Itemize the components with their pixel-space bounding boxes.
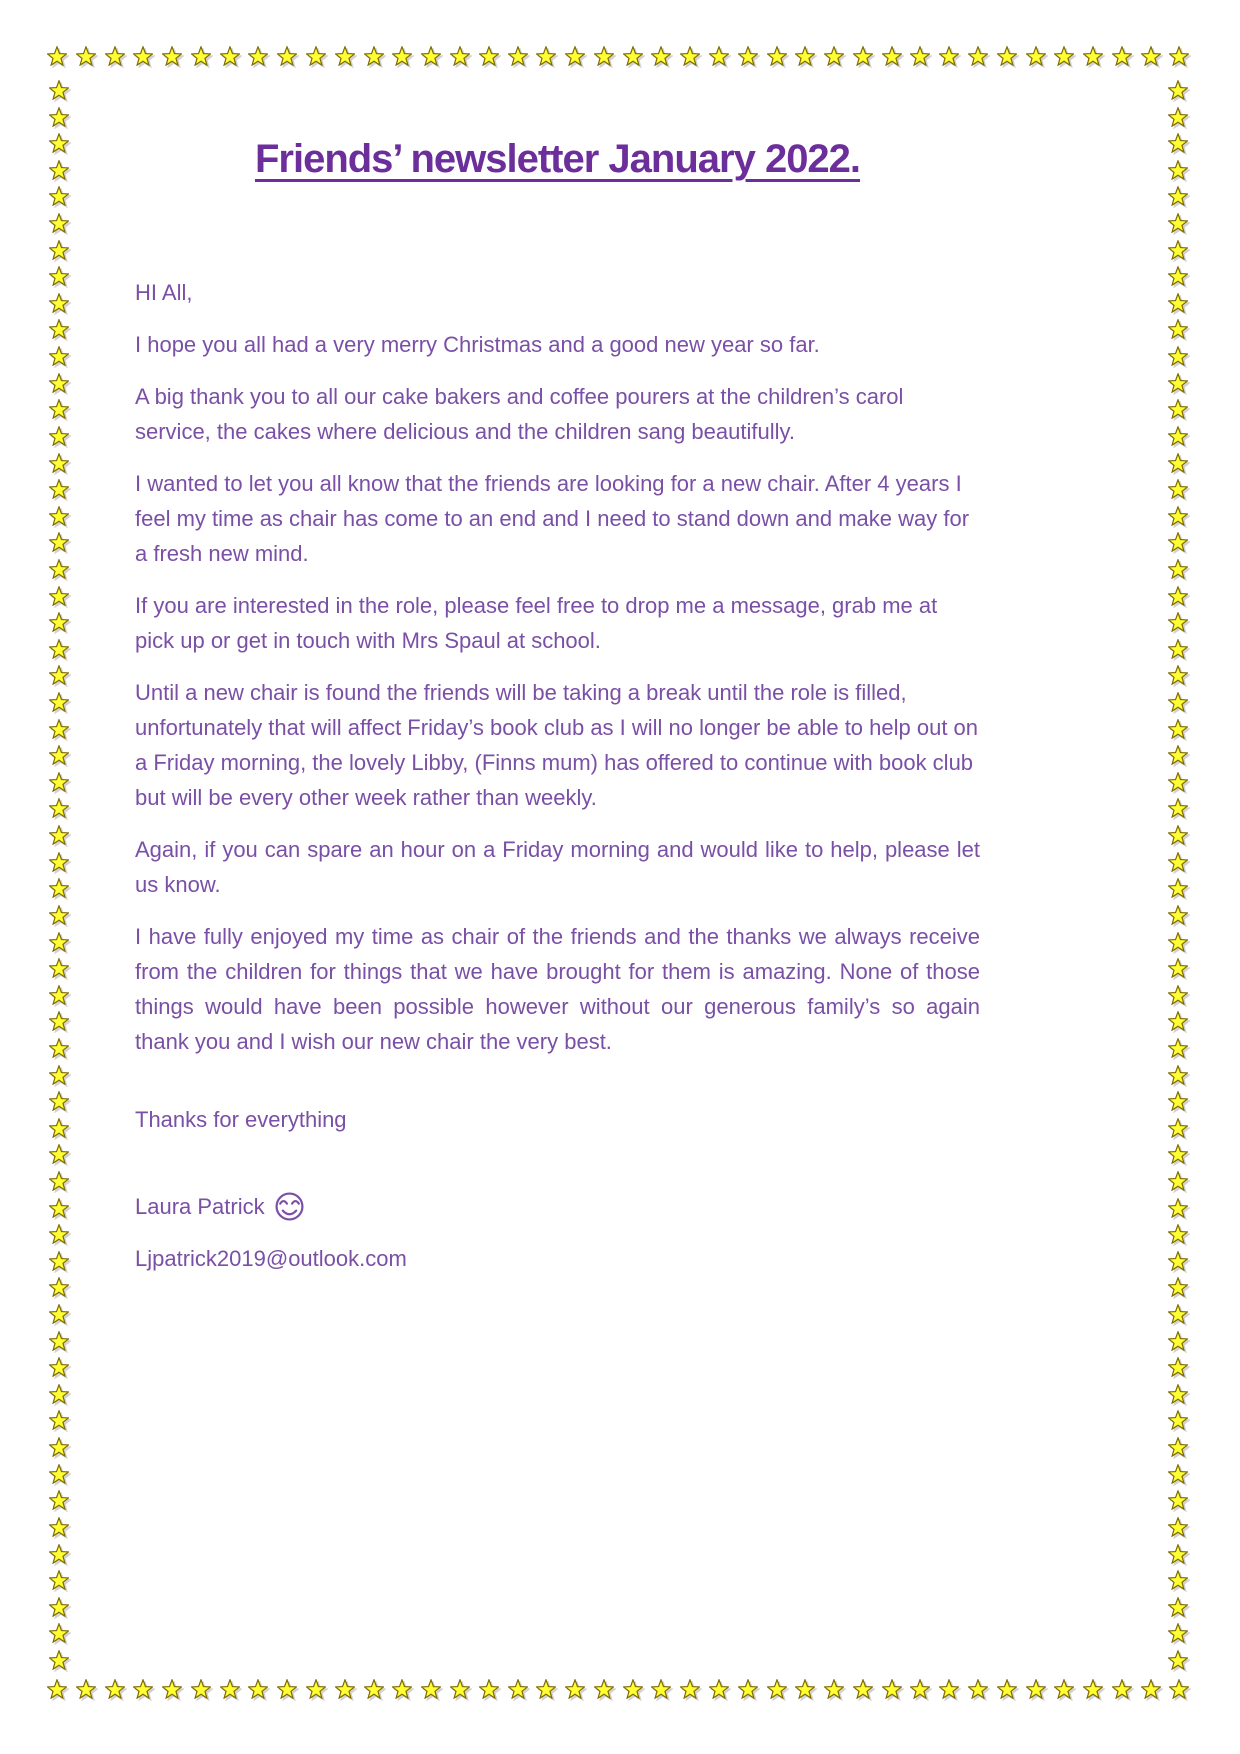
star-icon <box>49 1118 69 1138</box>
newsletter-content <box>135 0 980 1276</box>
star-icon <box>1168 1357 1188 1377</box>
star-icon <box>1169 46 1189 66</box>
star-icon <box>1168 373 1188 393</box>
paragraph: I hope you all had a very merry Christmas and a good new year so far. <box>135 332 820 357</box>
star-icon <box>1168 692 1188 712</box>
star-icon <box>1168 559 1188 579</box>
star-icon <box>1054 1679 1074 1699</box>
star-icon <box>1168 1410 1188 1430</box>
star-icon <box>49 266 69 286</box>
star-border-left <box>48 80 70 1670</box>
star-icon <box>49 639 69 659</box>
star-icon <box>1168 905 1188 925</box>
star-icon <box>1112 1679 1132 1699</box>
star-icon <box>1168 319 1188 339</box>
star-icon <box>1141 46 1161 66</box>
star-icon <box>49 1570 69 1590</box>
star-icon <box>1168 532 1188 552</box>
star-icon <box>49 586 69 606</box>
star-icon <box>1168 133 1188 153</box>
star-icon <box>1169 1679 1189 1699</box>
star-icon <box>248 1679 268 1699</box>
star-icon <box>364 1679 384 1699</box>
star-icon <box>49 1144 69 1164</box>
star-icon <box>882 1679 902 1699</box>
star-icon <box>49 1597 69 1617</box>
star-icon <box>1168 586 1188 606</box>
star-border-right <box>1167 80 1189 1670</box>
star-icon <box>49 133 69 153</box>
star-icon <box>1168 1198 1188 1218</box>
star-icon <box>1168 1065 1188 1085</box>
star-icon <box>49 373 69 393</box>
star-icon <box>76 46 96 66</box>
star-icon <box>1168 1437 1188 1457</box>
star-icon <box>1168 665 1188 685</box>
star-icon <box>1168 1251 1188 1271</box>
star-icon <box>968 1679 988 1699</box>
star-icon <box>1168 426 1188 446</box>
star-icon <box>49 905 69 925</box>
star-icon <box>49 1357 69 1377</box>
star-icon <box>680 1679 700 1699</box>
star-icon <box>1168 1038 1188 1058</box>
paragraph: HI All, <box>135 280 193 305</box>
star-icon <box>1168 293 1188 313</box>
star-icon <box>49 772 69 792</box>
star-icon <box>594 1679 614 1699</box>
star-icon <box>49 1410 69 1430</box>
star-icon <box>49 692 69 712</box>
paragraph: If you are interested in the role, please feel free to drop me a message, grab me at pick up or get in touch with Mrs Spaul at school. <box>135 593 938 653</box>
star-icon <box>1168 1570 1188 1590</box>
star-icon <box>49 506 69 526</box>
star-icon <box>1054 46 1074 66</box>
star-icon <box>623 1679 643 1699</box>
star-icon <box>49 80 69 100</box>
star-icon <box>49 1623 69 1643</box>
star-icon <box>49 825 69 845</box>
star-icon <box>49 1198 69 1218</box>
page-title: Friends’ newsletter January 2022. <box>254 137 861 181</box>
star-icon <box>49 293 69 313</box>
star-icon <box>795 1679 815 1699</box>
paragraph: Until a new chair is found the friends will be taking a break until the role is filled, unfortunately that will affect Friday’s book club as I will no longer be able to help out on a Friday morning, the lovely Libby, (Finns mum) has offered to continue with book club but will be every other week rather than weekly. <box>135 680 979 810</box>
signature-line <box>135 1189 980 1224</box>
star-icon <box>1168 639 1188 659</box>
star-icon <box>49 479 69 499</box>
star-icon <box>1112 46 1132 66</box>
star-icon <box>49 1384 69 1404</box>
closing-text: Thanks for everything <box>135 1107 347 1132</box>
star-icon <box>853 1679 873 1699</box>
star-icon <box>49 532 69 552</box>
star-icon <box>709 1679 729 1699</box>
star-icon <box>1168 107 1188 127</box>
star-icon <box>191 1679 211 1699</box>
star-icon <box>105 46 125 66</box>
star-icon <box>49 559 69 579</box>
star-icon <box>1168 1224 1188 1244</box>
star-icon <box>105 1679 125 1699</box>
star-icon <box>49 319 69 339</box>
star-icon <box>767 1679 787 1699</box>
star-icon <box>1168 1490 1188 1510</box>
star-icon <box>49 240 69 260</box>
star-icon <box>49 346 69 366</box>
star-icon <box>1168 1597 1188 1617</box>
star-icon <box>49 426 69 446</box>
star-icon <box>335 1679 355 1699</box>
star-icon <box>49 878 69 898</box>
email-text: Ljpatrick2019@outlook.com <box>135 1246 407 1271</box>
star-icon <box>1168 1623 1188 1643</box>
star-icon <box>1168 506 1188 526</box>
star-icon <box>1168 825 1188 845</box>
star-icon <box>1083 1679 1103 1699</box>
star-icon <box>49 1490 69 1510</box>
star-icon <box>1168 1384 1188 1404</box>
paragraph: A big thank you to all our cake bakers and coffee pourers at the children’s carol service, the cakes where delicious and the children sang beautifully. <box>135 384 904 444</box>
star-icon <box>1168 1277 1188 1297</box>
star-icon <box>1168 266 1188 286</box>
star-icon <box>49 399 69 419</box>
star-icon <box>49 1331 69 1351</box>
star-icon <box>536 1679 556 1699</box>
star-icon <box>306 1679 326 1699</box>
star-icon <box>49 186 69 206</box>
star-icon <box>49 1277 69 1297</box>
star-icon <box>1168 186 1188 206</box>
star-icon <box>49 1650 69 1670</box>
star-icon <box>49 1304 69 1324</box>
star-icon <box>49 1544 69 1564</box>
star-icon <box>1168 798 1188 818</box>
star-icon <box>1026 46 1046 66</box>
star-icon <box>47 46 67 66</box>
star-icon <box>1168 1464 1188 1484</box>
star-icon <box>49 1171 69 1191</box>
star-icon <box>738 1679 758 1699</box>
star-icon <box>1168 1517 1188 1537</box>
star-icon <box>1168 745 1188 765</box>
star-icon <box>1168 1118 1188 1138</box>
paragraph: I have fully enjoyed my time as chair of the friends and the thanks we always receive from the children for things that we have brought for them is amazing. None of those things would have been possible however without our generous family’s so again thank you and I wish our new chair the very best. <box>135 924 980 1054</box>
star-icon <box>47 1679 67 1699</box>
star-icon <box>277 1679 297 1699</box>
star-icon <box>1168 346 1188 366</box>
star-icon <box>49 719 69 739</box>
star-icon <box>49 932 69 952</box>
star-icon <box>1168 213 1188 233</box>
star-icon <box>49 798 69 818</box>
star-icon <box>939 1679 959 1699</box>
star-icon <box>49 665 69 685</box>
star-icon <box>1083 46 1103 66</box>
star-icon <box>1168 1650 1188 1670</box>
star-icon <box>565 1679 585 1699</box>
star-icon <box>1168 985 1188 1005</box>
star-icon <box>508 1679 528 1699</box>
star-icon <box>49 1437 69 1457</box>
star-icon <box>1168 932 1188 952</box>
newsletter-body <box>135 275 980 1059</box>
star-icon <box>49 453 69 473</box>
star-icon <box>1168 878 1188 898</box>
star-icon <box>1026 1679 1046 1699</box>
star-icon <box>49 852 69 872</box>
star-icon <box>479 1679 499 1699</box>
star-border-bottom <box>47 1678 1190 1700</box>
star-icon <box>997 1679 1017 1699</box>
star-icon <box>1168 1331 1188 1351</box>
star-icon <box>133 1679 153 1699</box>
star-icon <box>49 1011 69 1031</box>
star-icon <box>49 1224 69 1244</box>
star-icon <box>49 1091 69 1111</box>
star-icon <box>1168 612 1188 632</box>
paragraph: I wanted to let you all know that the friends are looking for a new chair. After 4 years I feel my time as chair has come to an end and I need to stand down and make way for a fresh new mind. <box>135 471 970 566</box>
star-icon <box>1168 1011 1188 1031</box>
star-icon <box>49 1038 69 1058</box>
star-icon <box>1168 240 1188 260</box>
star-icon <box>1168 719 1188 739</box>
star-icon <box>49 1251 69 1271</box>
star-icon <box>49 958 69 978</box>
star-icon <box>49 985 69 1005</box>
star-icon <box>1168 160 1188 180</box>
star-icon <box>450 1679 470 1699</box>
star-icon <box>49 160 69 180</box>
star-icon <box>421 1679 441 1699</box>
star-icon <box>1168 453 1188 473</box>
star-icon <box>162 1679 182 1699</box>
star-icon <box>49 1464 69 1484</box>
star-icon <box>49 213 69 233</box>
star-icon <box>1168 80 1188 100</box>
star-icon <box>49 1065 69 1085</box>
star-icon <box>824 1679 844 1699</box>
signature-name: Laura Patrick <box>135 1194 265 1219</box>
star-icon <box>49 107 69 127</box>
star-icon <box>76 1679 96 1699</box>
star-icon <box>1168 1144 1188 1164</box>
star-icon <box>1168 1171 1188 1191</box>
star-icon <box>220 1679 240 1699</box>
star-icon <box>1168 1304 1188 1324</box>
star-icon <box>1168 1544 1188 1564</box>
star-icon <box>49 1517 69 1537</box>
star-icon <box>1141 1679 1161 1699</box>
star-icon <box>997 46 1017 66</box>
star-icon <box>1168 479 1188 499</box>
star-icon <box>1168 399 1188 419</box>
star-icon <box>1168 1091 1188 1111</box>
star-icon <box>1168 852 1188 872</box>
star-icon <box>49 745 69 765</box>
paragraph: Again, if you can spare an hour on a Friday morning and would like to help, please let us know. <box>135 837 980 897</box>
star-icon <box>49 612 69 632</box>
star-icon <box>392 1679 412 1699</box>
star-icon <box>910 1679 930 1699</box>
smiling-face-icon <box>274 1191 305 1222</box>
star-icon <box>651 1679 671 1699</box>
star-icon <box>1168 772 1188 792</box>
star-icon <box>1168 958 1188 978</box>
